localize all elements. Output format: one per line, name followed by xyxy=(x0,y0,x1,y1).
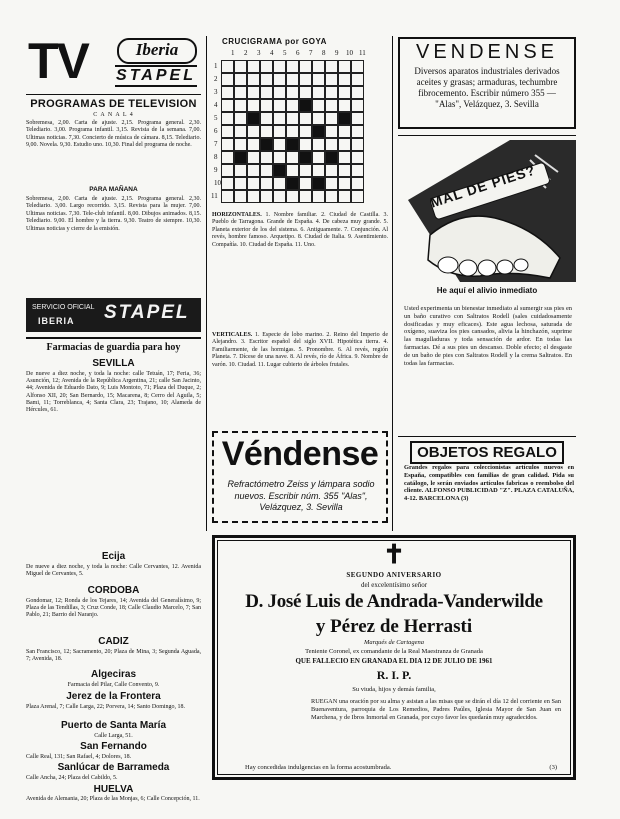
crossword-cell xyxy=(312,73,325,86)
farmacias-title: Farmacias de guardia para hoy xyxy=(46,342,181,353)
crossword-cell xyxy=(351,151,364,164)
crossword-cell xyxy=(286,99,299,112)
alivio-title: He aquí el alivio inmediato xyxy=(436,286,538,295)
left-column xyxy=(26,33,201,806)
crossword-cell xyxy=(312,164,325,177)
col-number: 1 xyxy=(231,49,235,57)
mal-de-pies-title: MAL DE PIES? xyxy=(428,161,538,211)
city-sevilla: SEVILLA xyxy=(92,358,135,369)
crossword-cell xyxy=(273,112,286,125)
crossword-cell xyxy=(234,99,247,112)
city-huelva: HUELVA xyxy=(93,784,134,795)
crossword-cell xyxy=(338,99,351,112)
cross-icon: ✝ xyxy=(383,540,405,569)
crossword-cell xyxy=(325,86,338,99)
city-jerez-text: Plaza Arenal, 7; Calle Larga, 22; Porvera, 14; Santo Domingo, 18. xyxy=(26,704,186,710)
crossword-cell xyxy=(221,60,234,73)
esquela-subtitle: del excelentísimo señor xyxy=(360,581,428,589)
crossword-cell xyxy=(338,164,351,177)
row-number: 10 xyxy=(214,179,221,187)
crossword-cell xyxy=(325,190,338,203)
city-san-fernando-text: Calle Real, 131; San Rafael, 4; Dolores, 18. xyxy=(26,754,132,760)
crossword-verticales xyxy=(212,332,388,369)
crossword-cell xyxy=(312,125,325,138)
crossword-cell xyxy=(312,60,325,73)
verticales-label: VERTICALES. xyxy=(212,332,253,338)
crossword-cell xyxy=(338,125,351,138)
esquela-footer: Hay concedidas indulgencias en la forma acostumbrada. xyxy=(245,764,392,771)
city-jerez: Jerez de la Frontera xyxy=(66,691,161,702)
crossword-cell xyxy=(286,125,299,138)
foot-illustration xyxy=(400,140,576,282)
row-number: 9 xyxy=(214,166,218,174)
crossword-cell xyxy=(325,60,338,73)
crossword-cell xyxy=(260,177,273,190)
crossword-cell xyxy=(312,151,325,164)
crossword-cell xyxy=(299,99,312,112)
city-algeciras-text: Farmacia del Pilar, Calle Convento, 9. xyxy=(67,682,160,688)
crossword-cell xyxy=(299,151,312,164)
crossword-cell xyxy=(273,190,286,203)
crossword-cell xyxy=(286,164,299,177)
crossword-cell xyxy=(234,125,247,138)
esquela xyxy=(212,535,576,780)
crossword-cell xyxy=(273,151,286,164)
crossword-cell xyxy=(338,138,351,151)
crossword-cell xyxy=(351,99,364,112)
crossword-cell xyxy=(286,151,299,164)
crossword-cell xyxy=(221,86,234,99)
vendense1-title: VENDENSE xyxy=(415,41,559,63)
crossword-cell xyxy=(286,73,299,86)
crossword-cell xyxy=(325,125,338,138)
crossword-cell xyxy=(221,164,234,177)
crossword-title: CRUCIGRAMA por GOYA xyxy=(222,37,327,46)
crossword-cell xyxy=(351,86,364,99)
crossword-cell xyxy=(338,190,351,203)
crossword-cell xyxy=(338,151,351,164)
city-huelva-text: Avenida de Alemania, 20; Plaza de las Monjas, 6; Calle Concepción, 11. xyxy=(26,796,200,802)
crossword-cell xyxy=(221,138,234,151)
vendense2-title: Véndense xyxy=(221,435,379,473)
crossword-cell xyxy=(273,60,286,73)
city-ecija-text: De nueve a diez noche, y toda la noche: Calle Cervantes, 12. Avenida Miguel de Cervantes, 5. xyxy=(26,564,201,578)
crossword-cell xyxy=(234,190,247,203)
mal-de-pies-ad xyxy=(400,140,576,282)
stapel-brand: STAPEL xyxy=(115,65,197,87)
city-sevilla-text: De nueve a diez noche, y toda la noche: calle Tetuán, 17; Feria, 36; Asunción, 12; Avenida de la República Argentina, 21; calle San Jacinto, 44; Avenida de Eduardo Dato, 9; Luis Montoto, 71; Plaza del Duque, 2; Alfonso XII, 20; San Bernardo, 15; Macarena, 8; Cerro del Aguila, 5; Bami, 11; Torreblanca, 4; Santa Clara, 23; Trajano, 10; Alameda de Hércules, 61. xyxy=(26,371,201,414)
city-puerto: Puerto de Santa María xyxy=(60,720,167,731)
col-number: 7 xyxy=(309,49,313,57)
objetos-text: Grandes regalos para coleccionistas artículos nuevos en España, compatibles con familias de gran calidad. Pida su catálogo, le serán enviados artículos fabricas o reembolso del cliente. ALFONSO PUBLICIDAD "Z". PLAZA CATALUÑA, 4-12. BARCELONA (3) xyxy=(404,464,574,503)
crossword-cell xyxy=(234,73,247,86)
city-san-fernando: San Fernando xyxy=(80,741,147,752)
crossword-cell xyxy=(351,138,364,151)
crossword-cell xyxy=(286,190,299,203)
crossword-cell xyxy=(260,190,273,203)
crossword-cell xyxy=(221,73,234,86)
crossword-cell xyxy=(221,190,234,203)
col-number: 4 xyxy=(270,49,274,57)
col-number: 10 xyxy=(346,49,353,57)
city-sanlucar: Sanlúcar de Barrameda xyxy=(57,762,170,773)
crossword-cell xyxy=(351,190,364,203)
city-puerto-text: Calle Larga, 51. xyxy=(94,733,133,739)
horizontales-label: HORIZONTALES. xyxy=(212,212,262,218)
servicio-banner xyxy=(26,298,201,332)
city-cadiz: CADIZ xyxy=(98,636,129,647)
city-sanlucar-text: Calle Ancha, 24; Plaza del Cabildo, 5. xyxy=(26,775,118,781)
crossword-cell xyxy=(338,112,351,125)
esquela-body-1: Teniente Coronel, ex comandante de la Real Maestranza de Granada xyxy=(305,648,483,655)
esquela-died: QUE FALLECIO EN GRANADA EL DIA 12 DE JULIO DE 1961 xyxy=(295,657,493,665)
crossword-cell xyxy=(299,86,312,99)
canal-label: C A N A L 4 xyxy=(93,112,134,118)
crossword-cell xyxy=(338,86,351,99)
crossword-cell xyxy=(312,86,325,99)
esquela-name-2: y Pérez de Herrasti xyxy=(315,616,473,637)
crossword-cell xyxy=(273,73,286,86)
crossword-cell xyxy=(247,73,260,86)
esquela-anniversary: SEGUNDO ANIVERSARIO xyxy=(346,571,442,579)
crossword-cell xyxy=(299,112,312,125)
crossword-cell xyxy=(312,112,325,125)
col-number: 5 xyxy=(283,49,287,57)
crossword-cell xyxy=(247,190,260,203)
objetos-title: OBJETOS REGALO xyxy=(410,441,564,464)
crossword-cell xyxy=(247,125,260,138)
crossword-cell xyxy=(325,164,338,177)
crossword-cell xyxy=(260,60,273,73)
col-number: 9 xyxy=(335,49,339,57)
crossword-cell xyxy=(260,138,273,151)
crossword-cell xyxy=(260,125,273,138)
crossword-cell xyxy=(299,177,312,190)
crossword-cell xyxy=(299,125,312,138)
crossword-cell xyxy=(286,86,299,99)
crossword-cell xyxy=(234,86,247,99)
crossword-cell xyxy=(351,73,364,86)
iberia-stapel-logo xyxy=(111,38,201,88)
crossword-cell xyxy=(299,60,312,73)
crossword-cell xyxy=(273,164,286,177)
crossword-cell xyxy=(351,60,364,73)
crossword-cell xyxy=(312,99,325,112)
crossword-cell xyxy=(234,138,247,151)
crossword-cell xyxy=(273,125,286,138)
crossword-cell xyxy=(247,99,260,112)
city-cordoba-text: Gondomar, 12; Ronda de los Tejares, 14; Avenida del Generalísimo, 9; Plaza de las Tendillas, 3; Cruz Conde, 18; Calle Claudio Marcelo, 7; San Pablo, 21; Barrio del Naranjo. xyxy=(26,598,201,619)
crossword-cell xyxy=(273,99,286,112)
verticales-text: 1. Especie de lobo marino. 2. Reino del Imperio de Alejandro. 3. Escritor español del siglo XVII. Hipotética tierra. 4. Familiarmente, de las hormigas. 5. Pronombre. 6. Al revés, región Planeta. 7. Dícese de una nave. 8. Al revés, río de África. 9. Nombre de varón. 10. Ciudad. 11. Lugar cubierto de árboles frutales. xyxy=(212,332,388,368)
crossword-cell xyxy=(351,164,364,177)
row-number: 6 xyxy=(214,127,218,135)
crossword-cell xyxy=(325,112,338,125)
servicio-iberia: IBERIA xyxy=(38,316,75,326)
row-number: 5 xyxy=(214,114,218,122)
crossword-cell xyxy=(351,125,364,138)
col-number: 11 xyxy=(359,49,366,57)
crossword-cell xyxy=(234,151,247,164)
crossword-cell xyxy=(312,138,325,151)
servicio-brand: STAPEL xyxy=(104,302,190,323)
crossword-cell xyxy=(338,60,351,73)
crossword-cell xyxy=(286,177,299,190)
crossword-cell xyxy=(325,99,338,112)
crossword-col-numbers xyxy=(231,49,381,59)
vendense1-text: Diversos aparatos industriales derivados aceites y grasas; armaduras, techumbre fibrocemento. Escribir número 355 — "Alas", Velázquez, 3. Sevilla xyxy=(414,66,560,109)
crossword-cell xyxy=(338,73,351,86)
city-ecija: Ecija xyxy=(101,551,126,562)
crossword-cell xyxy=(234,60,247,73)
esquela-name-1: D. José Luis de Andrada-Vanderwilde xyxy=(245,591,543,612)
alivio-text: Usted experimenta un bienestar inmediato al sumergir sus pies en un baño curativo con Saltratos Rodell (sales cuidadosamente dosificadas y muy eficaces). Este agua lechosa, saturada de oxígeno, suaviza los pies cansados, alivia la hinchazón, suprime las magulladuras y toda sensación de ardor. En todas las farmacias. Dé a sus pies un descanso. Doble efecto; el desgaste de un baño de pies con Saltratos Rodell y la crema Saltratos. En todas las farmacias. xyxy=(404,305,572,367)
today-programs: Sobremesa, 2,00. Carta de ajuste. 2,15. Programa general. 2,30. Telediario. 3,00. Programa infantil. 3,15. Revista de la semana. 7,00. Ultimas noticias. 7,30. Concierto de música de cámara. 8,15. Telediario. 9,00. Novela. 9,30. Estudio uno. 10,30. Final del programa de noche. xyxy=(26,120,201,149)
crossword-cell xyxy=(221,151,234,164)
crossword-cell xyxy=(247,138,260,151)
tv-logo: TV xyxy=(28,33,88,89)
tv-logo-box xyxy=(26,33,121,89)
row-number: 2 xyxy=(214,75,218,83)
crossword-cell xyxy=(247,164,260,177)
vendense2-text: Refractómetro Zeiss y lámpara sodio nuevos. Escribir núm. 355 "Alas", Velázquez, 3. Sevilla xyxy=(227,479,375,512)
vendense-ad-1 xyxy=(398,37,576,129)
iberia-logo: Iberia xyxy=(117,38,197,64)
crossword-cell xyxy=(260,73,273,86)
crossword-cell xyxy=(234,112,247,125)
manana-programs: Sobremesa, 2,00. Carta de ajuste. 2,15. Programa general. 2,30. Telediario. 3,00. Largo recorrido. 3,15. Revista para la mujer. 7,00. Ultimas noticias. 7,30. Tele-club infantil. 8,00. Dibujos animados. 8,15. Telediario. 9,00. El hombre y la tierra. 9,30. Teatro de siempre. 10,30. Ultimas noticias y cierre de la emisión. xyxy=(26,196,201,232)
row-number: 8 xyxy=(214,153,218,161)
crossword-cell xyxy=(273,138,286,151)
horizontales-text: 1. Nombre familiar. 2. Ciudad de Castilla. 3. Pueblo de Tarragona. Grande de España. 4. De cabeza muy grande. 5. Planeta exterior de los del sistema. 6. Antiguamente. 7. Conjunción. Al revés, hombre famoso. Arquetipo. 8. Ciudad de Italia. 9. Asentimiento. Compañía. 10. Ciudad de España. 11. Uno. xyxy=(212,212,388,248)
crossword-cell xyxy=(299,73,312,86)
row-number: 4 xyxy=(214,101,218,109)
crossword-cell xyxy=(325,151,338,164)
crossword-cell xyxy=(221,99,234,112)
crossword-cell xyxy=(351,177,364,190)
crossword-cell xyxy=(273,86,286,99)
crossword-cell xyxy=(247,60,260,73)
city-cadiz-text: San Francisco, 12; Sacramento, 20; Plaza de Mina, 3; Segunda Aguada, 7; Avenida, 18. xyxy=(26,649,201,663)
crossword-cell xyxy=(325,177,338,190)
vendense-ad-2 xyxy=(212,431,388,523)
row-number: 3 xyxy=(214,88,218,96)
crossword-cell xyxy=(273,177,286,190)
crossword-cell xyxy=(299,138,312,151)
row-number: 11 xyxy=(211,192,218,200)
city-cordoba: CORDOBA xyxy=(87,585,140,596)
col-number: 6 xyxy=(296,49,300,57)
esquela-ruegan: RUEGAN una oración por su alma y asistan a las misas que se dirán el día 12 del corriente en San Buenaventura, parroquia de Los Remedios, Padres Paúles, Iglesia Mayor de San Juan en Marchena, y de Ibros Inmortal en Granada, por cuyo favor les quedarán muy agradecidos. xyxy=(311,698,561,721)
crossword-cell xyxy=(221,112,234,125)
crossword-cell xyxy=(299,164,312,177)
crossword-cell xyxy=(247,177,260,190)
esquela-title: Marqués de Cartagena xyxy=(363,639,425,646)
manana-title: PARA MAÑANA xyxy=(89,186,138,193)
crossword-cell xyxy=(312,177,325,190)
programs-title: PROGRAMAS DE TELEVISION xyxy=(30,98,197,110)
crossword-cell xyxy=(260,86,273,99)
crossword-cell xyxy=(299,190,312,203)
crossword-cell xyxy=(221,125,234,138)
city-algeciras: Algeciras xyxy=(90,669,137,680)
col-number: 2 xyxy=(244,49,248,57)
crossword-cell xyxy=(351,112,364,125)
col-number: 3 xyxy=(257,49,261,57)
crossword-cell xyxy=(260,112,273,125)
crossword-cell xyxy=(338,177,351,190)
esquela-family: Su viuda, hijos y demás familia, xyxy=(352,686,436,693)
crossword-cell xyxy=(260,164,273,177)
row-number: 7 xyxy=(214,140,218,148)
crossword-cell xyxy=(247,86,260,99)
crossword-horizontales xyxy=(212,212,388,249)
col-number: 8 xyxy=(322,49,326,57)
crossword-cell xyxy=(286,112,299,125)
crossword-cell xyxy=(260,99,273,112)
crossword-cell xyxy=(247,112,260,125)
crossword-grid xyxy=(221,60,364,203)
crossword-cell xyxy=(286,138,299,151)
crossword-cell xyxy=(260,151,273,164)
crossword-cell xyxy=(312,190,325,203)
crossword-cell xyxy=(325,138,338,151)
esquela-rip: R. I. P. xyxy=(376,668,412,682)
crossword-cell xyxy=(234,164,247,177)
row-number: 1 xyxy=(214,62,218,70)
crossword-cell xyxy=(325,73,338,86)
servicio-label: SERVICIO OFICIAL xyxy=(32,304,95,311)
crossword-cell xyxy=(234,177,247,190)
crossword-cell xyxy=(286,60,299,73)
crossword-cell xyxy=(247,151,260,164)
crossword-cell xyxy=(221,177,234,190)
esquela-footer-number: (3) xyxy=(549,764,557,771)
